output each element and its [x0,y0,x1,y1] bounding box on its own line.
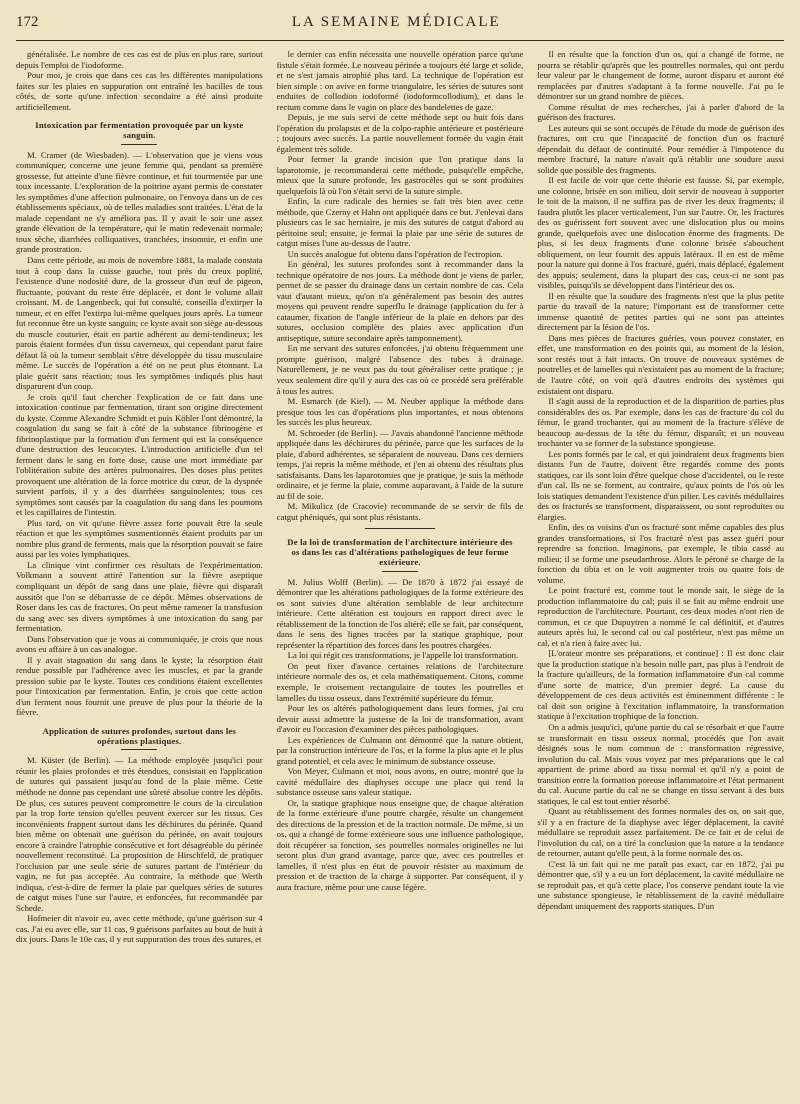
paragraph: C'est là un fait qui ne me paraît pas exact, car en 1872, j'ai pu démontrer que, s'il y a eu un fort déplacement, la cavité médullaire ne se reproduit pas, et qu'à cette place, l'os conserve pendant toute la vie une substance spongieuse, le rétablissement de la cavité médullaire dépendant uniquement des rapports statiques. D'un [537,858,784,911]
paragraph: Pour fermer la grande incision que l'on pratique dans la laparotomie, je recommanderai cette méthode, puisqu'elle empêche, mieux que la suture profonde, les gastrocèles qui se sont produites quelquefois là où l'on s'était servi de la suture simple. [276,154,524,196]
paragraph: Dans l'observation que je vous ai communiquée, je crois que nous avons eu affaire à un cas analogue. [16,633,263,655]
paragraph: M. Küster (de Berlin). — La méthode employée jusqu'ici pour réunir les plaies profondes et très étendues, consistait en l'application de sutures qui passaient jusqu'au fond de la plaie même. Cette méthode ne donne pas cependant une sûreté absolue contre les dépôts. De plus, ces sutures peuvent compromettre le cours de la circulation par la trop forte tension qu'elles peuvent exercer sur les tissus. Ces inconvénients frappent surtout dans les déchirures du périnée. Quand bien même on obtenait une guérison du périnée, on avait toujours encore à craindre l'atrophie consécutive et fort désagréable du périnée nouvellement reconstitué. La proposition de Hirschfeld, de pratiquer l'occlusion par une seule série de sutures partant de l'intérieur du vagin, ne fut pas acceptée. Au contraire, la méthode que Werth indiqua, c'est-à-dire de fermer la plaie par quelques séries de sutures de catgut mises l'une sur l'autre, et enfoncées, fut recommandée par Schede. [16,755,263,913]
paragraph: On peut fixer d'avance certaines relations de l'architecture intérieure normale des os, et cela mathématiquement. Citons, comme exemple, le croisement rectangulaire de toutes les poutrelles et lamelles du tissu osseux, dans l'extrémité supérieure du fémur. [276,660,524,703]
paragraph: généralisée. Le nombre de ces cas est de plus en plus rare, surtout depuis l'emploi de l'iodoforme. [16,49,263,70]
paragraph: Il s'agit aussi de la reproduction et de la disparition de parties plus considérables des os. Par exemple, dans les cas de fracture du col du fémur, le grand trochanter, qui au moment de la fracture s'élève de beaucoup au-dessus de la tête du fémur, disparaît; et un nouveau trochanter va se former de la substance spongieuse. [537,396,784,449]
paragraph: M. Julius Wolff (Berlin). — De 1870 à 1872 j'ai essayé de démontrer que les altérations pathologiques de la forme extérieure des os sont suivies d'une altération semblable de leur architecture intérieure. Cette altération est toujours en rapport direct avec le rétablissement de la fonction de l'os altéré; elle se fait, par conséquent, dans le sens des lignes tracées par la statique graphique, pour représenter la répartition des forces dans les poutres chargées. [276,576,524,650]
section-heading: Intoxication par fermentation provoquée par un kyste sanguin. [22,121,257,145]
paragraph: M. Cramer (de Wiesbaden). — L'observation que je viens vous communiquer, concerne une jeune femme qui, pendant sa première grossesse, fut atteinte d'une fièvre continue, et fut tourmentée par une toux incessante. L'exploration de la poitrine ayant permis de constater les symptômes d'une affection pulmonaire, on l'envoya dans un de ces établissements spéciaux, où de telles maladies sont traitées. L'état de la malade cependant ne s'y améliora pas. Il y avait le soir une assez grande élévation de la température, qui le matin redevenait normale; toux sèche, diarrhées colliquatives, tranchées, insomnie, et enfin une grande prostration. [16,149,263,255]
paragraph: Quant au rétablissement des formes normales des os, on sait que, s'il y a en fracture de la diaphyse avec léger déplacement, la cavité médullaire se reproduit assez parfaitement. De ce fait et de celui de l'involution du cal, on a tiré la conclusion que la nature a la tendance de retourner, autant qu'elle peut, à la forme normale des os. [537,806,784,859]
paragraph: Plus tard, on vit qu'une fièvre assez forte pouvait être la seule réaction et que les symptômes susmentionnés étaient produits par un nombre plus grand de ferments, mais que la résorption pouvait se faire aussi par les voies lymphatiques. [16,517,263,560]
paragraph: Il est facile de voir que cette théorie est fausse. Si, par exemple, une colonne, brisée en son milieu, doit servir de nouveau à supporter le toit de la maison, il ne suffira pas de river les deux fragments; il faudra plutôt les placer verticalement, l'un sur l'autre. Or, les fractures des os guérissent fort souvent avec une dislocation plus ou moins grande, quelquefois avec une dislocation énorme des fragments. De plus, si les deux fragments d'une colonne brisée s'abouchent obliquement, on leur fournit des appuis latéraux. Il en est de même pour la nature qui donne à l'os fracturé, guéri, mais déplacé, également des appuis; seulement, dans la plupart des cas, ceux-ci ne sont pas visibles, puisqu'ils se développent dans l'intérieur des os. [537,175,784,291]
paragraph: Le point fracturé est, comme tout le monde sait, le siège de la production inflammatoire du cal; puis il se fait au même endroit une reproduction de l'architecture. Pourtant, ces deux modes n'ont rien de commun, et ce que Dupuytren a nommé le cal définitif, et d'autres auteurs après lui, le second cal ou cal postérieur, n'est pas même un cal, et n'a rien à faire avec lui. [537,585,784,648]
paragraph: La loi qui régit ces transformations, je l'appelle loi transformation. [287,650,519,661]
paragraph: Un succès analogue fut obtenu dans l'opération de l'ectropion. [287,248,503,259]
paragraph: Hofmeier dit n'avoir eu, avec cette méthode, qu'une guérison sur 4 cas. J'ai eu avec elle, sur 11 cas, 9 guérisons parfaites au bout de huit à dix jours. Dans le 10e cas, il y eut suppuration des trous des sutures, et [16,913,263,945]
paragraph: Von Meyer, Culmann et moi, nous avons, en outre, montré que la cavité médullaire des diaphyses occupe une place qui rend la substance osseuse sans valeur statique. [276,766,524,798]
journal-title: LA SEMAINE MÉDICALE [291,14,501,30]
paragraph: Les ponts formés par le cal, et qui joindraient deux fragments bien distants l'un de l'autre, doivent être regardés comme des ponts statiques, car ils sont loin d'être quelque chose d'accidentel, ou le reste d'un cal. Ils ne se forment, au contraire, qu'aux points de l'os où les lois statiques demandent l'existence d'un pilier. Les cavités médullaires des os fracturés se transforment, disparaissent, ou sont reproduites ou élargies. [537,448,784,522]
section-divider [365,528,435,529]
paragraph: Il en résulte que la fonction d'un os, qui a changé de forme, ne pourra se rétablir qu'après que les poutrelles normales, qui ont perdu leur valeur par le changement de forme, auront disparu et auront été remplacées par d'autres s'adaptant à la forme nouvelle. J'ai pu le démontrer sur un grand nombre de pièces. [537,49,784,102]
page-number: 172 [16,14,39,30]
paragraph: Comme résultat de mes recherches, j'ai à parler d'abord de la guérison des fractures. [537,101,784,123]
paragraph: Je crois qu'il faut chercher l'explication de ce fait dans une intoxication continue par fermentation, tirant son origine directement du kyste. Comme Alexandre Schmidt et puis Köhler l'ont démontré, la coagulation du sang se fait à côté de la substance fibrinogène et fibrinoplastique par la formation d'un ferment qui est la conséquence d'une destruction des leucocytes. L'introduction artificielle d'un tel ferment dans le sang en forte dose, cause une mort immédiate par l'oblitération subite des artères pulmonaires. Des doses plus petites provoquent une altération de la force motrice du cœur, de la dyspnée survient parfois, il y a des diarrhées sanguinolentes; tous ces symptômes sont causés par la coagulation du sang dans les poumons et les capillaires de l'intestin. [16,391,263,518]
paragraph: M. Mikulicz (de Cracovie) recommande de se servir de fils de catgut phéniqués, qui sont plus résistants. [276,501,524,522]
text-column-right [537,49,784,1099]
paragraph: En me servant des sutures enfoncées, j'ai obtenu fréquemment une prompte guérison, malgré l'absence des tubes à drainage. Naturellement, je ne veux pas du tout généraliser cette pratique ; je veux seulement dire qu'il y aura des cas où ce procédé sera préférable à tous les autres. [276,343,524,396]
paragraph: Les auteurs qui se sont occupés de l'étude du mode de guérison des fractures, ont cru que l'incapacité de fonction d'un os fracturé dépendait du défaut de continuité. Pour remédier à l'impotence du membre fracturé, la nature n'avait qu'à rétablir une soudure aussi solide que possible des fragments. [537,122,784,175]
paragraph: On a admis jusqu'ici, qu'une partie du cal se résorbait et que l'autre se transformait en tissu osseux normal, procédés que l'on avait désignés sous le nom commun de : transformation régressive, involution du cal. Mais vous voyez par mes préparations que le cal appartient de prime abord au tissu normal et qu'il n'y a point de transition entre la formation poreuse inflammatoire et l'état permanent du cal. Aucune partie du cal ne se change en tissu servant à des buts statiques, le cal est tout entier résorbé. [537,722,784,806]
paragraph: Dans cette période, au mois de novembre 1881, la malade constata tout à coup dans la cuisse gauche, tout près du creux poplité, l'existence d'une nodosité dure, de la grosseur d'un œuf de pigeon, fluctuante, pouvant du reste être déplacée, et dont le volume allait croissant. M. de Langenbeck, qui fut consulté, conseilla d'extirper la tumeur, et en effet l'extirpa lui-même quelques jours après. La tumeur fut reconnue être un kyste sanguin; ce kyste avait son siège au-dessous du muscle couturier, était en partie adhérent au demi-tendineux; les parois étaient formées d'un tissu caverneux, qui cependant parut faire défaut là où la tumeur semblait s'être développée du tissu musculaire même. Le succès de l'opération a été on ne peut plus étonnant. La plaie guérit sans réaction; tous les symptômes indiqués plus haut disparurent d'un coup. [16,255,263,392]
paragraph: Il en résulte que la soudure des fragments n'est que la plus petite partie du travail de la nature; l'important est de transformer cette immense quantité de petites parties qui ne sont pas atteintes directement par la lésion de l'os. [537,290,784,333]
paragraph: M. Esmarch (de Kiel). — M. Neuber applique la méthode dans presque tous les cas d'opérations plus importantes, et nous obtenons les succès les plus heureux. [276,396,524,428]
paragraph: Enfin, des os voisins d'un os fracturé sont même capables des plus grandes transformations, si l'os fracturé n'est pas assez guéri pour reprendre sa fonction. Imaginons, par exemple, le tibia cassé au milieu; il se forme une pseudarthrose. Alors le péroné se charge de la fonction du tibia et on le voit augmenter trois ou quatre fois de volume. [537,522,784,585]
paragraph: En général, les sutures profondes sont à recommander dans la technique opératoire de nos jours. La méthode dont je viens de parler, permet de se passer du drainage dans un certain nombre de cas. Cela vaut d'autant mieux, qu'on n'a généralement pas besoin des autres moyens qui peuvent rendre superflu le drainage (application du fer à cataumer, fixation de l'angle inférieur de la plaie en dehors par des sutures, occlusion complète des plaies avec application d'un antiseptique, suture secondaire après tamponnement). [276,259,524,343]
section-heading: Application de sutures profondes, surtout dans les opérations plastiques. [22,727,257,751]
paragraph: le dernier cas enfin nécessita une nouvelle opération parce qu'une fistule s'était formée. Le nouveau périnée a toujours été large et solide, et ne s'est jamais atrophié plus tard. La technique de l'opération est bien simple : on avive en forme triangulaire, les séries de sutures sont enduites de collodion iodoformé (iodoformcollodium), et dans le rectum comme dans le vagin on place des bandelettes de gaze. [276,49,524,112]
page-header [16,14,784,41]
text-column-left [16,49,263,1099]
paragraph: M. Schroeder (de Berlin). — J'avais abandonné l'ancienne méthode appliquée dans les déchirures du périnée, parce que les surfaces de la plaie, d'abord adhérentes, se séparaient de nouveau. Dans ces derniers temps, j'ai repris la même méthode, et j'en ai obtenu des résultats plus satisfaisants. Dans les laparotomies que je pratique, je suis la méthode ordinaire, et je ferme la plaie, comme auparavant, à l'aide de la suture au fil de soie. [276,427,524,501]
paragraph: [L'orateur montre ses préparations, et continue] : Il est donc clair que la production statique n'a besoin nulle part, pas plus à l'endroit de la fracture qu'ailleurs, de la formation inflammatoire d'un cal comme d'une sorte de matrice, d'un premier degré. La cause du développement de ces deux activités est éminemment différente : le cal doit son origine à l'excitation inflammatoire, la transformation statique à l'excitation trophique de la fonction. [537,648,784,722]
paragraph: Pour les os altérés pathologiquement dans leurs formes, j'ai cru devoir aussi admettre la justesse de la loi de transformation, avant d'avoir eu l'occasion d'examiner des pièces pathologiques. [276,703,524,735]
paragraph: Dans mes pièces de fractures guéries, vous pouvez constater, en effet, une transformation en des points qui, au moment de la lésion, sont restés tout à fait intacts. On trouve de nouveaux systèmes de poutrelles et de lamelles qui n'existaient pas au moment de la fracture; de l'autre côté, on voit qu'à d'autres endroits des systèmes qui existaient ont disparu. [537,332,784,396]
paragraph: Enfin, la cure radicale des hernies se fait très bien avec cette méthode, que Czerny et Hahn ont appliquée dans ce but. J'enlevai dans plusieurs cas le sac herniaire, je mis des sutures de catgut d'abord au péritoine seul; ensuite, je fermai la plaie par une série de sutures de catgut mises l'une au-dessus de l'autre. [276,196,524,249]
paragraph: Il y avait stagnation du sang dans le kyste; la résorption était rendue possible par l'adhérence avec les muscles, et par la grande pression subie par le kyste. Toutes ces conditions étaient excellentes pour l'intoxication par fermentation. Enfin, je crois que cette action d'un ferment nous fournit une preuve de plus pour la théorie de la fièvre. [16,654,263,718]
paragraph: Or, la statique graphique nous enseigne que, de chaque altération de la forme extérieure d'une poutre chargée, résulte un changement des directions de la pression et de la traction normale. De même, si un os, qui a changé de forme extérieure sous une influence pathologique, doit récupérer sa fonction, ses poutrelles normales originelles ne lui seront plus d'un grand avantage, parce que, avec ces poutrelles et lamelles, il n'est plus en état de pouvoir résister au maximum de pression et de traction de la charge à supporter. Par conséquent, il y aura fracture, même pour une cause légère. [276,797,524,892]
text-column-middle [277,49,524,1099]
paragraph: Pour moi, je crois que dans ces cas les différentes manipulations faites sur les plaies en suppuration ont entraîné les bacilles de tous côtés, de sorte qu'une infection secondaire a été ainsi produite artificiellement. [16,70,263,112]
paragraph: La clinique vint confirmer ces résultats de l'expérimentation. Volkmann a souvent attiré l'attention sur la fièvre aseptique compliquant un dépôt de sang dans une plaie, fièvre qui disparaît aussitôt que l'on se débarrasse de ce dépôt. Mêmes observations de Roser dans les cas de fractures. On peut même ramener la transfusion du sang avec ses divers symptômes à une intoxication du sang par fermentation. [16,559,263,634]
section-heading: De la loi de transformation de l'architecture intérieure des os dans les cas d'altérations pathologiques de leur forme extérieure. [283,538,518,572]
paragraph: Les expériences de Culmann ont démontré que la nature obtient, par la construction intérieure de l'os, et la forme la plus apte et le plus grand potentiel, et cela avec le minimum de substance osseuse. [276,734,524,766]
article-columns [16,49,784,1099]
paragraph: Depuis, je me suis servi de cette méthode sept ou huit fois dans l'opération du prolapsus et de la colpo-raphie antérieure et postérieure ; toujours avec succès. La partie nouvellement formée du vagin était également très solide. [276,112,524,154]
